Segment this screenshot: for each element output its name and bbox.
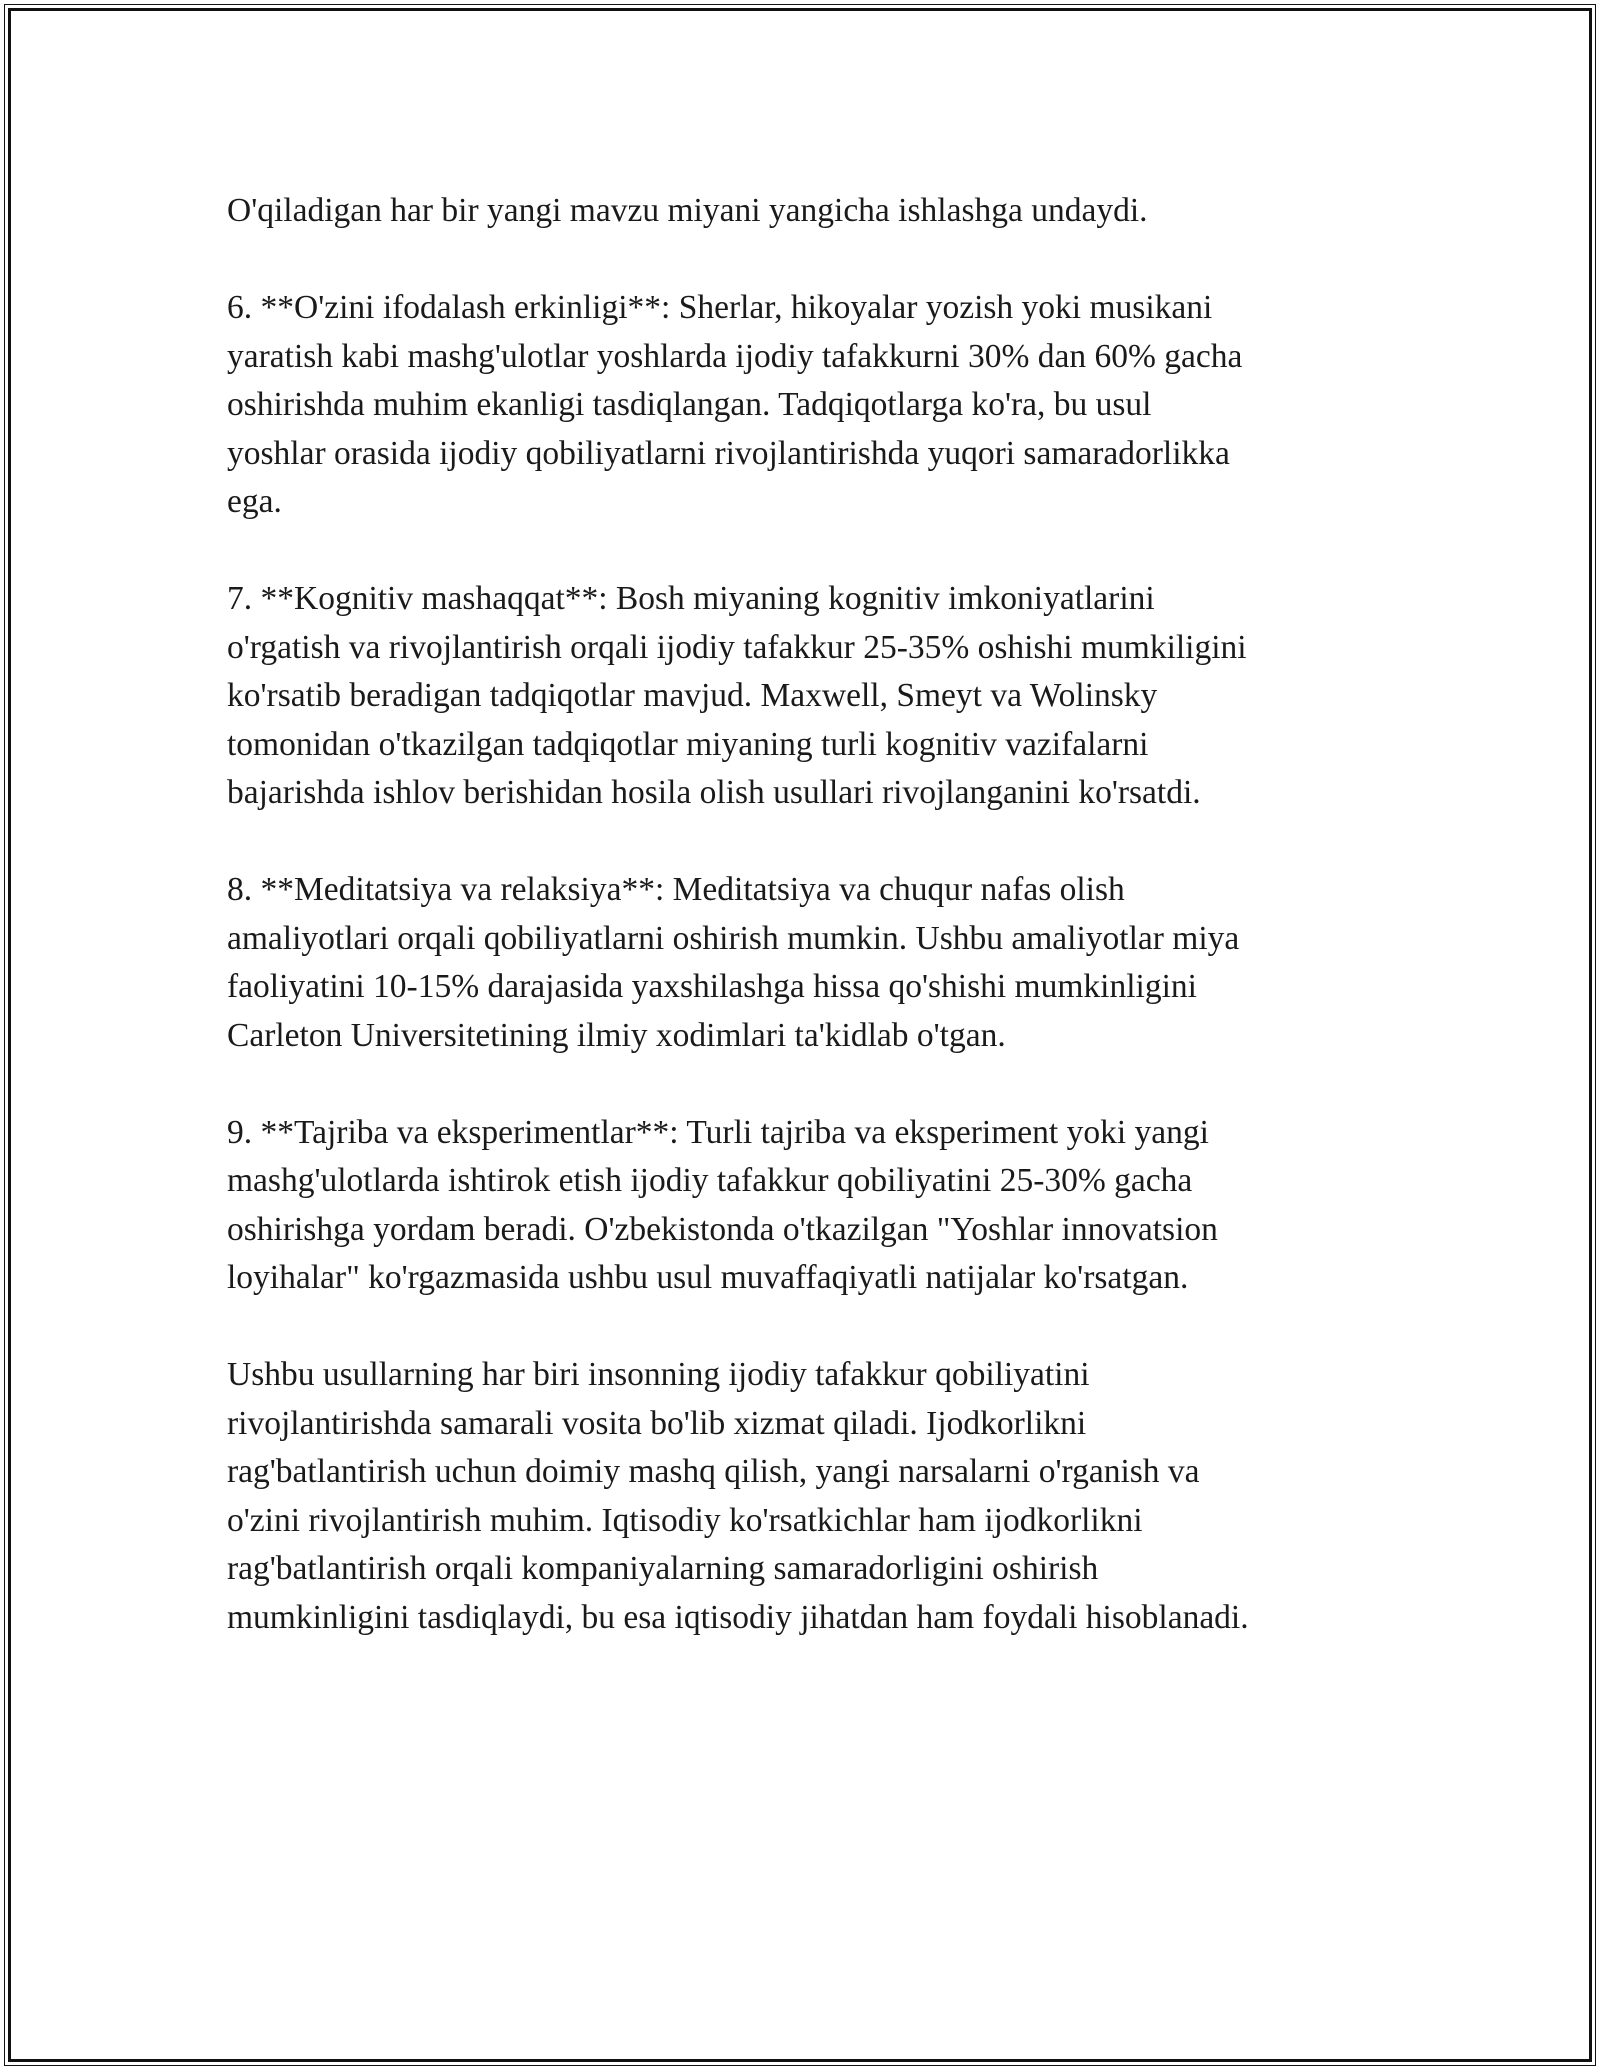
text-line: tomonidan o'tkazilgan tadqiqotlar miyaning turli kognitiv vazifalarni [227,725,1149,763]
text-line: faoliyatini 10-15% darajasida yaxshilashga hissa qo'shishi mumkinligini [227,968,1197,1005]
list-item-paragraph [227,866,1387,1060]
text-line: oshirishga yordam beradi. O'zbekistonda o'tkazilgan "Yoshlar innovatsion [227,1210,1218,1248]
text-line: ko'rsatib beradigan tadqiqotlar mavjud. Maxwell, Smeyt va Wolinsky [227,677,1158,714]
text-line: ega. [227,483,282,520]
text-line: Carleton Universitetining ilmiy xodimlari ta'kidlab o'tgan. [227,1016,1006,1054]
list-item-paragraph [227,575,1387,818]
text-line: 7. **Kognitiv mashaqqat**: Bosh miyaning kognitiv imkoniyatlarini [227,580,1155,617]
text-line: bajarishda ishlov berishidan hosila olish usullari rivojlanganini ko'rsatdi. [227,774,1201,811]
text-line: yoshlar orasida ijodiy qobiliyatlarni rivojlantirishda yuqori samaradorlikka [227,434,1230,472]
text-line: o'zini rivojlantirish muhim. Iqtisodiy ko'rsatkichlar ham ijodkorlikni [227,1501,1143,1539]
text-line: o'rgatish va rivojlantirish orqali ijodiy tafakkur 25-35% oshishi mumkiligini [227,628,1247,666]
text-line: 6. **O'zini ifodalash erkinligi**: Sherlar, hikoyalar yozish yoki musikani [227,289,1213,326]
text-line: mumkinligini tasdiqlaydi, bu esa iqtisodiy jihatdan ham foydali hisoblanadi. [227,1598,1249,1636]
document-body [227,187,1387,1691]
text-line: rag'batlantirish orqali kompaniyalarning samaradorligini oshirish [227,1550,1099,1587]
text-line: rivojlantirishda samarali vosita bo'lib xizmat qiladi. Ijodkorlikni [227,1404,1087,1442]
text-line: oshirishda muhim ekanligi tasdiqlangan. Tadqiqotlarga ko'ra, bu usul [227,386,1152,423]
text-line: O'qiladigan har bir yangi mavzu miyani yangicha ishlashga undaydi. [227,192,1148,229]
text-line: rag'batlantirish uchun doimiy mashq qilish, yangi narsalarni o'rganish va [227,1453,1200,1490]
text-line: loyihalar" ko'rgazmasida ushbu usul muvaffaqiyatli natijalar ko'rsatgan. [227,1259,1189,1296]
text-line: mashg'ulotlarda ishtirok etish ijodiy tafakkur qobiliyatini 25-30% gacha [227,1162,1193,1199]
list-item-paragraph [227,1109,1387,1303]
list-item-paragraph [227,284,1387,527]
text-line: 8. **Meditatsiya va relaksiya**: Meditatsiya va chuqur nafas olish [227,871,1125,908]
conclusion-paragraph [227,1351,1387,1642]
text-line: amaliyotlari orqali qobiliyatlarni oshirish mumkin. Ushbu amaliyotlar miya [227,919,1240,957]
text-line: yaratish kabi mashg'ulotlar yoshlarda ijodiy tafakkurni 30% dan 60% gacha [227,337,1243,375]
intro-paragraph [227,187,1387,236]
text-line: 9. **Tajriba va eksperimentlar**: Turli tajriba va eksperiment yoki yangi [227,1113,1209,1151]
text-line: Ushbu usullarning har biri insonning ijodiy tafakkur qobiliyatini [227,1356,1090,1393]
